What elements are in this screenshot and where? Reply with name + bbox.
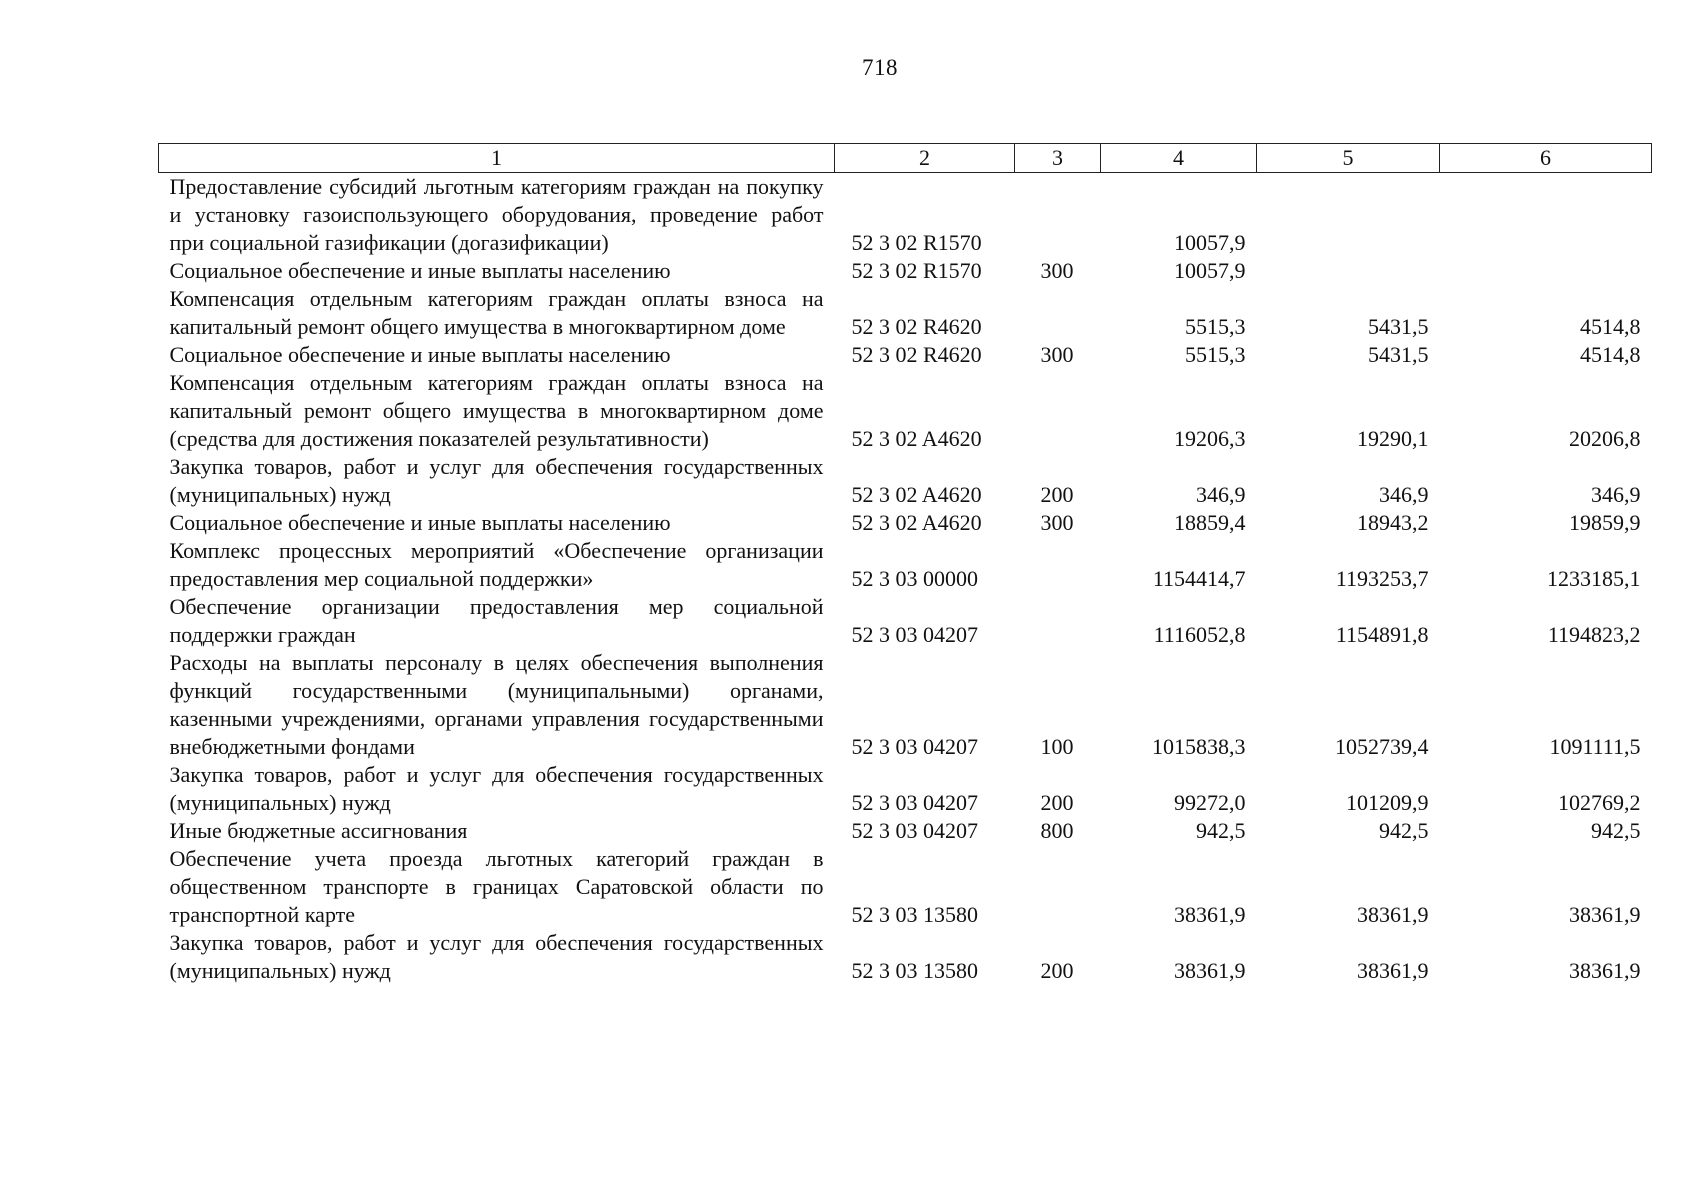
row-value-col4-cell: 1015838,3 <box>1152 734 1246 759</box>
table-row <box>159 761 1652 817</box>
row-code-cell: 52 3 02 A4620 <box>851 426 982 451</box>
row-type-cell: 800 <box>1040 818 1074 843</box>
row-value-col4-cell: 10057,9 <box>1174 258 1246 283</box>
row-value-col5-cell: 18943,2 <box>1357 510 1429 535</box>
row-value-col6-cell <box>1440 173 1652 258</box>
row-value-col5-cell <box>1257 173 1440 258</box>
row-code-cell: 52 3 03 13580 <box>851 902 978 927</box>
table-row <box>159 649 1652 761</box>
row-type-cell: 100 <box>1040 734 1074 759</box>
row-name-cell: Закупка товаров, работ и услуг для обеспечения государственных (муниципальных) нужд <box>169 762 824 815</box>
row-value-col5-cell: 346,9 <box>1379 482 1429 507</box>
row-code-cell: 52 3 02 R4620 <box>851 314 982 339</box>
row-name-cell: Расходы на выплаты персоналу в целях обеспечения выполнения функций государственными (муниципальными) органами, казенными учреждениями, органами управления государственными внебюджетными фондами <box>169 650 824 759</box>
row-name-cell: Обеспечение организации предоставления мер социальной поддержки граждан <box>169 594 824 647</box>
page-number: 718 <box>862 55 898 80</box>
row-value-col6-cell: 20206,8 <box>1569 426 1641 451</box>
row-type-cell: 200 <box>1040 482 1074 507</box>
row-type-cell <box>1015 369 1101 453</box>
table-row <box>159 817 1652 845</box>
row-code-cell: 52 3 02 A4620 <box>851 482 982 507</box>
row-value-col6-cell: 1233185,1 <box>1547 566 1641 591</box>
row-value-col5-cell: 19290,1 <box>1357 426 1429 451</box>
row-value-col5-cell: 1193253,7 <box>1335 566 1429 591</box>
row-value-col4-cell: 19206,3 <box>1174 426 1246 451</box>
row-value-col5-cell: 942,5 <box>1379 818 1429 843</box>
table-row <box>159 593 1652 649</box>
row-value-col6-cell: 4514,8 <box>1580 342 1641 367</box>
row-value-col6-cell: 38361,9 <box>1569 958 1641 983</box>
row-name-cell: Предоставление субсидий льготным категориям граждан на покупку и установку газоиспользующего оборудования, проведение работ при социальной газификации (догазификации) <box>169 174 824 255</box>
row-name-cell: Комплекс процессных мероприятий «Обеспечение организации предоставления мер социальной поддержки» <box>169 538 824 591</box>
table-row <box>159 453 1652 509</box>
table-row <box>159 369 1652 453</box>
column-header: 2 <box>835 144 1015 173</box>
row-value-col5-cell: 5431,5 <box>1368 314 1429 339</box>
row-name-cell: Закупка товаров, работ и услуг для обеспечения государственных (муниципальных) нужд <box>169 930 824 983</box>
row-value-col6-cell: 1194823,2 <box>1547 622 1641 647</box>
row-value-col4-cell: 10057,9 <box>1174 230 1246 255</box>
row-name-cell: Социальное обеспечение и иные выплаты населению <box>169 510 671 535</box>
row-code-cell: 52 3 02 R4620 <box>851 342 982 367</box>
table-row <box>159 509 1652 537</box>
row-value-col6-cell: 346,9 <box>1591 482 1641 507</box>
row-value-col4-cell: 1116052,8 <box>1153 622 1246 647</box>
row-value-col5-cell: 1154891,8 <box>1335 622 1429 647</box>
row-value-col6-cell: 102769,2 <box>1558 790 1641 815</box>
table-row <box>159 845 1652 929</box>
row-name-cell: Иные бюджетные ассигнования <box>169 818 468 843</box>
row-value-col6-cell: 4514,8 <box>1580 314 1641 339</box>
column-header: 6 <box>1440 144 1652 173</box>
table-row <box>159 173 1652 258</box>
row-name-cell: Социальное обеспечение и иные выплаты населению <box>169 258 671 283</box>
budget-table <box>158 143 1652 985</box>
row-name-cell: Компенсация отдельным категориям граждан оплаты взноса на капитальный ремонт общего имущества в многоквартирном доме <box>169 286 824 339</box>
table-row <box>159 257 1652 285</box>
row-type-cell <box>1015 285 1101 341</box>
row-type-cell: 300 <box>1040 342 1074 367</box>
row-code-cell: 52 3 03 04207 <box>851 734 978 759</box>
row-code-cell: 52 3 03 04207 <box>851 622 978 647</box>
row-value-col6-cell: 38361,9 <box>1569 902 1641 927</box>
table-row <box>159 537 1652 593</box>
table-row <box>159 929 1652 985</box>
row-code-cell: 52 3 03 04207 <box>851 818 978 843</box>
row-name-cell: Компенсация отдельным категориям граждан оплаты взноса на капитальный ремонт общего имущества в многоквартирном доме (средства для достижения показателей результативности) <box>169 370 824 451</box>
row-value-col4-cell: 99272,0 <box>1174 790 1246 815</box>
row-value-col4-cell: 18859,4 <box>1174 510 1246 535</box>
column-header: 3 <box>1015 144 1101 173</box>
row-value-col5-cell: 5431,5 <box>1368 342 1429 367</box>
row-type-cell <box>1015 593 1101 649</box>
table-row <box>159 341 1652 369</box>
column-header: 4 <box>1101 144 1257 173</box>
row-type-cell: 200 <box>1040 958 1074 983</box>
row-value-col4-cell: 1154414,7 <box>1152 566 1246 591</box>
row-code-cell: 52 3 02 R1570 <box>851 258 982 283</box>
row-code-cell: 52 3 03 04207 <box>851 790 978 815</box>
row-type-cell: 300 <box>1040 510 1074 535</box>
row-value-col5-cell: 38361,9 <box>1357 902 1429 927</box>
row-type-cell <box>1015 173 1101 258</box>
row-type-cell: 200 <box>1040 790 1074 815</box>
budget-table-container <box>158 143 1651 985</box>
row-value-col4-cell: 38361,9 <box>1174 958 1246 983</box>
row-value-col5-cell: 38361,9 <box>1357 958 1429 983</box>
row-code-cell: 52 3 02 A4620 <box>851 510 982 535</box>
row-name-cell: Обеспечение учета проезда льготных категорий граждан в общественном транспорте в границах Саратовской области по транспортной карте <box>169 846 824 927</box>
column-header: 1 <box>159 144 835 173</box>
row-value-col4-cell: 38361,9 <box>1174 902 1246 927</box>
row-value-col6-cell <box>1440 257 1652 285</box>
table-row <box>159 285 1652 341</box>
row-code-cell: 52 3 03 13580 <box>851 958 978 983</box>
row-value-col5-cell: 1052739,4 <box>1335 734 1429 759</box>
row-value-col5-cell: 101209,9 <box>1346 790 1429 815</box>
row-code-cell: 52 3 02 R1570 <box>851 230 982 255</box>
row-value-col4-cell: 5515,3 <box>1185 342 1246 367</box>
row-name-cell: Социальное обеспечение и иные выплаты населению <box>169 342 671 367</box>
row-type-cell <box>1015 845 1101 929</box>
table-header-row <box>159 144 1652 173</box>
row-type-cell <box>1015 537 1101 593</box>
row-name-cell: Закупка товаров, работ и услуг для обеспечения государственных (муниципальных) нужд <box>169 454 824 507</box>
row-value-col5-cell <box>1257 257 1440 285</box>
row-type-cell: 300 <box>1040 258 1074 283</box>
column-header: 5 <box>1257 144 1440 173</box>
row-value-col6-cell: 19859,9 <box>1569 510 1641 535</box>
row-value-col4-cell: 942,5 <box>1196 818 1246 843</box>
row-code-cell: 52 3 03 00000 <box>851 566 978 591</box>
row-value-col4-cell: 346,9 <box>1196 482 1246 507</box>
row-value-col6-cell: 942,5 <box>1591 818 1641 843</box>
row-value-col6-cell: 1091111,5 <box>1549 734 1641 759</box>
table-body <box>159 173 1652 986</box>
row-value-col4-cell: 5515,3 <box>1185 314 1246 339</box>
